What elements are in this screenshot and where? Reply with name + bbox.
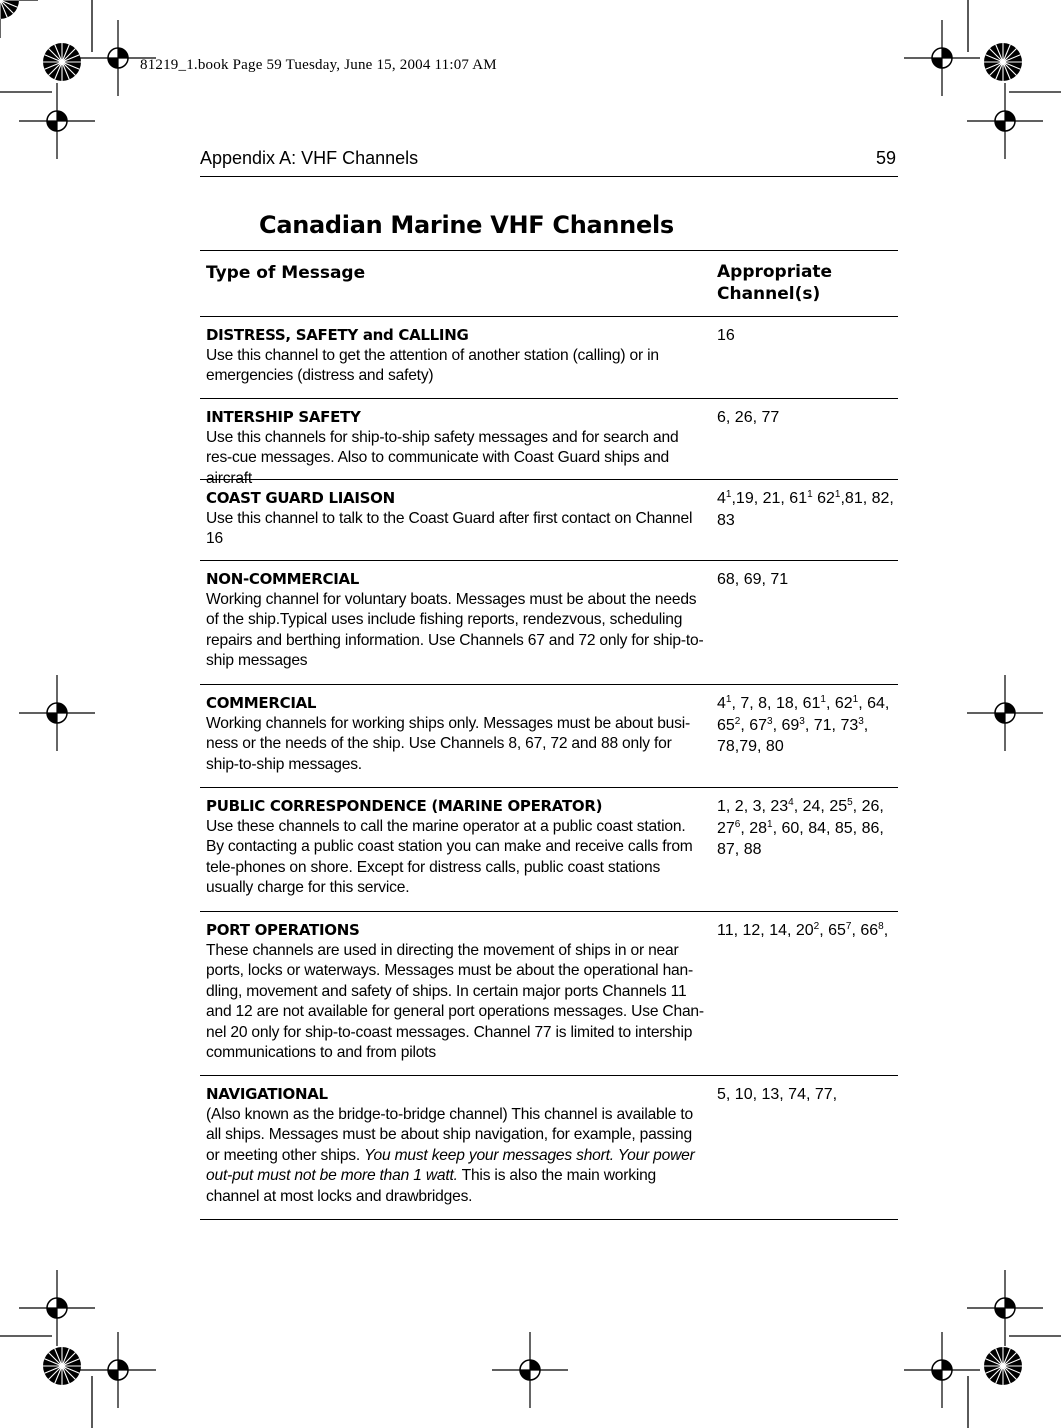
footnote-marker: 3 (799, 715, 805, 727)
category-heading: DISTRESS, SAFETY and CALLING (206, 326, 469, 344)
message-type-cell (200, 1076, 717, 1219)
message-type-cell (200, 399, 717, 487)
footnote-marker: 1 (767, 818, 773, 830)
footnote-marker: 2 (813, 921, 820, 932)
footnote-marker: 1 (852, 694, 859, 705)
channels-cell: 68, 69, 71 (717, 571, 789, 588)
category-heading: PORT OPERATIONS (206, 921, 360, 939)
footnote-marker: 4 (788, 797, 794, 808)
footnote-marker: 5 (847, 797, 853, 808)
message-type-cell (200, 317, 717, 398)
channels-cell: 1, 2, 3, $23^4$, 24, $25^5$, 26, $27^6$, $28^1$, 60, 84, 85, 86, 87, 88 (717, 797, 884, 858)
channels-cell: 11, 12, 14, $20^2$, $65^7$, $66^8$, (717, 921, 889, 939)
message-type-cell (200, 912, 717, 1075)
footnote-marker: 1 (725, 694, 732, 705)
table-row (200, 399, 898, 487)
table-header (200, 251, 898, 317)
page-number: 59 (875, 148, 896, 168)
category-description: Working channel for voluntary boats. Messages must be about the needs of the ship.Typical uses include fishing reports, rendezvous, scheduling repairs and berthing information. Use Channels 67 and 72 only for ship-to-ship messages (206, 590, 704, 669)
channels-cell: 6, 26, 77 (717, 409, 780, 426)
category-description: Working channels for working ships only. Messages must be about busi-ness or the needs of the ship. Use Channels 8, 67, 72 and 88 only for ship-to-ship messages. (206, 714, 690, 773)
footnote-marker: 1 (820, 694, 826, 705)
color-star-target-icon (0, 0, 19, 19)
message-type-cell (200, 480, 717, 560)
header-channels-line2: Channel(s) (717, 284, 821, 304)
header-type-of-message: Type of Message (206, 263, 366, 283)
category-description: Use this channels for ship-to-ship safety messages and for search and res-cue messages. Also to communicate with Coast Guard ships and aircraft (206, 428, 679, 487)
header-channels-line1: Appropriate (717, 262, 833, 282)
message-type-cell (200, 788, 717, 911)
footnote-marker: 2 (734, 715, 741, 727)
vhf-channel-table (200, 250, 898, 1220)
header-appropriate-channels (717, 251, 898, 316)
footnote-marker: 1 (807, 489, 813, 500)
running-header (200, 148, 898, 177)
category-heading: COAST GUARD LIAISON (206, 489, 395, 507)
category-heading: PUBLIC CORRESPONDENCE (MARINE OPERATOR) (206, 797, 603, 815)
category-description: Use this channel to talk to the Coast Guard after first contact on Channel 16 (206, 509, 693, 547)
table-row (200, 912, 898, 1076)
footnote-marker: 3 (858, 715, 864, 727)
message-type-cell (200, 561, 717, 684)
page-title: Canadian Marine VHF Channels (259, 211, 674, 239)
table-row (200, 561, 898, 685)
footnote-marker: 3 (767, 715, 773, 727)
category-description: Use these channels to call the marine operator at a public coast station. By contacting a public coast station you can make and receive calls from tele-phones on shore. Except for distress calls, public coast stations usually charge for this service. (206, 817, 693, 896)
category-heading: COMMERCIAL (206, 694, 317, 712)
table-row (200, 317, 898, 399)
channels-cell: 16 (717, 327, 735, 344)
channels-cell: $4^1$, 7, 8, 18, $61^1$, $62^1$, 64, $65^2$, $67^3$, $69^3$, 71, $73^3$, 78,79, 80 (717, 694, 890, 755)
category-description: Use this channel to get the attention of another station (calling) or in emergencies (distress and safety) (206, 346, 659, 384)
category-description (206, 1105, 707, 1208)
footnote-marker: 6 (734, 818, 741, 830)
footnote-marker: 7 (845, 921, 852, 932)
channels-cell: 5, 10, 13, 74, 77, (717, 1086, 838, 1103)
table-row (200, 685, 898, 788)
category-heading: NON-COMMERCIAL (206, 570, 360, 588)
channels-cell: $4^1,19$, 21, $61^1$ $62^1,81$, 82, 83 (717, 489, 894, 529)
footnote-marker: 8 (878, 921, 884, 932)
category-heading: NAVIGATIONAL (206, 1085, 328, 1103)
section-title: Appendix A: VHF Channels (200, 148, 419, 168)
message-type-cell (200, 685, 717, 787)
footnote-marker: 1 (834, 489, 841, 500)
table-row (200, 1076, 898, 1220)
description-tail: This is also the main working channel at most locks and drawbridges. (206, 1167, 657, 1205)
table-row (200, 788, 898, 912)
table-row (200, 480, 898, 561)
description-lead: (Also known as the bridge-to-bridge channel) This channel is available to all ships. Messages must be about ship navigation, for example, passing or meeting other ships. (206, 1105, 693, 1164)
category-heading: INTERSHIP SAFETY (206, 408, 361, 426)
print-slug: 81219_1.book Page 59 Tuesday, June 15, 2004 11:07 AM (140, 57, 497, 73)
description-emphasis: You must keep your messages short. Your power out-put must not be more than 1 watt. (206, 1146, 695, 1184)
category-description: These channels are used in directing the movement of ships in or near ports, locks or waterways. Messages must be about the operational han-dling, movement and safety of ships. In certain major ports Channels 11 and 12 are not available for general port operations messages. Use Chan-nel 20 only for ship-to-coast messages. Channel 77 is limited to intership communications to and from pilots (206, 941, 704, 1061)
footnote-marker: 1 (725, 489, 732, 500)
